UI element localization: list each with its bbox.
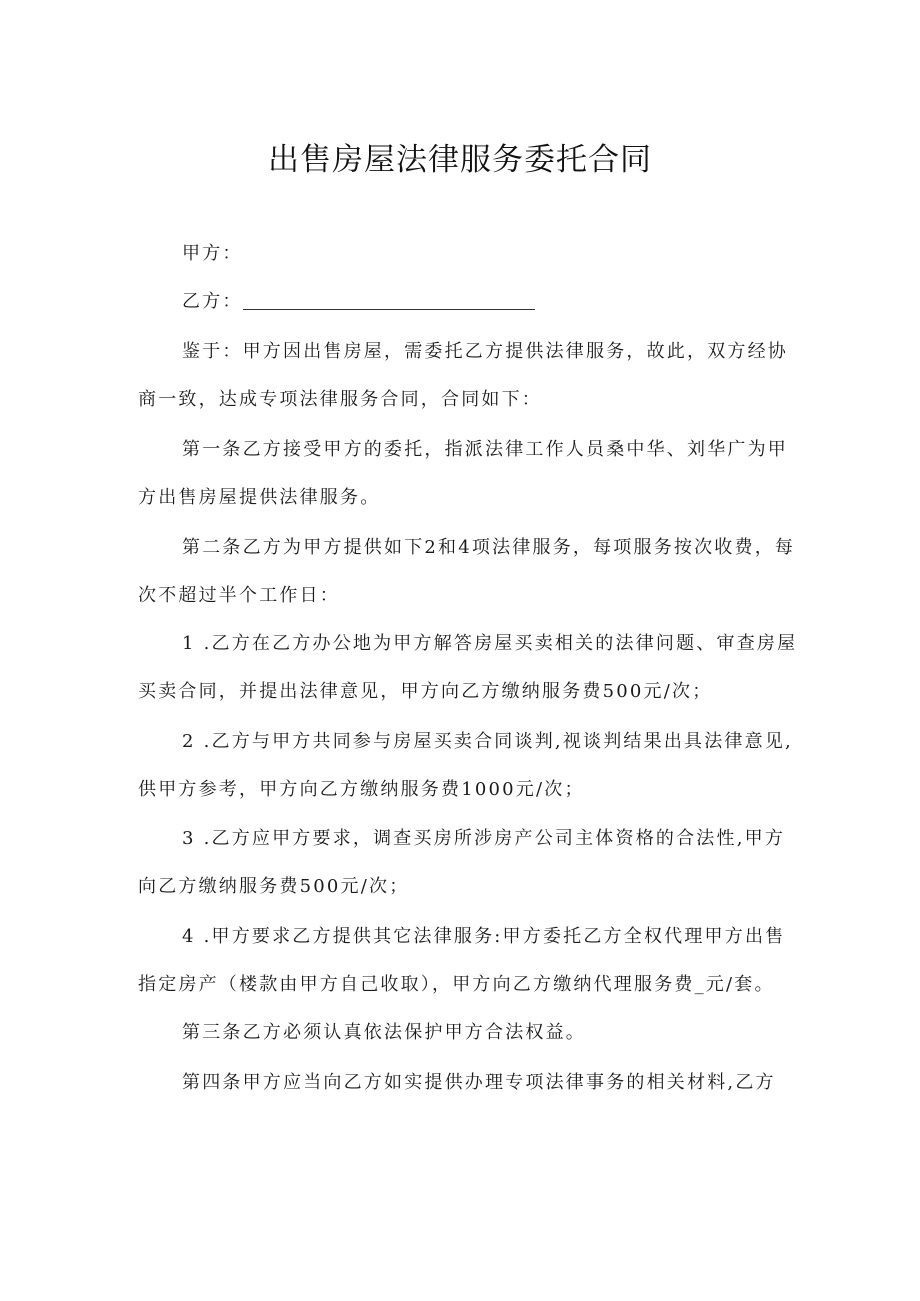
- paragraph-line: 第二条乙方为甲方提供如下2和4项法律服务，每项服务按次收费，每: [182, 537, 796, 558]
- paragraph-line: 鉴于：甲方因出售房屋，需委托乙方提供法律服务，故此，双方经协: [182, 341, 788, 362]
- paragraph-line: 方出售房屋提供法律服务。: [138, 487, 381, 508]
- paragraph-line: 商一致，达成专项法律服务合同，合同如下：: [138, 389, 542, 410]
- document-title: 出售房屋法律服务委托合同: [268, 142, 652, 178]
- paragraph-line: 1 .乙方在乙方办公地为甲方解答房屋买卖相关的法律问题、审查房屋: [182, 633, 798, 654]
- party-b-line: [182, 289, 798, 315]
- paragraph-line: 第一条乙方接受甲方的委托，指派法律工作人员桑中华、刘华广为甲: [182, 439, 788, 460]
- paragraph-line: 向乙方缴纳服务费500元/次；: [138, 876, 410, 897]
- paragraph-line: 2 .乙方与甲方共同参与房屋买卖合同谈判,视谈判结果出具法律意见,: [182, 731, 793, 752]
- paragraph-line: 次不超过半个工作日：: [138, 585, 340, 606]
- paragraph-line: 第三条乙方必须认真依法保护甲方合法权益。: [182, 1022, 586, 1043]
- paragraph-line: 供甲方参考，甲方向乙方缴纳服务费1000元/次；: [138, 779, 585, 800]
- paragraph-line: 3 .乙方应甲方要求，调查买房所涉房产公司主体资格的合法性,甲方: [182, 828, 786, 849]
- party-a-label: 甲方：: [182, 243, 243, 264]
- party-b-label: 乙方：: [182, 291, 243, 312]
- party-a-line: [182, 241, 798, 267]
- paragraph-line: 指定房产（楼款由甲方自己收取），甲方向乙方缴纳代理服务费_元/套。: [138, 974, 775, 995]
- party-b-blank-field: [243, 291, 535, 310]
- paragraph-line: 4 .甲方要求乙方提供其它法律服务:甲方委托乙方全权代理甲方出售: [182, 926, 786, 947]
- paragraph-line: 买卖合同，并提出法律意见，甲方向乙方缴纳服务费500元/次；: [138, 681, 713, 702]
- paragraph-line: 第四条甲方应当向乙方如实提供办理专项法律事务的相关材料,乙方: [182, 1072, 776, 1093]
